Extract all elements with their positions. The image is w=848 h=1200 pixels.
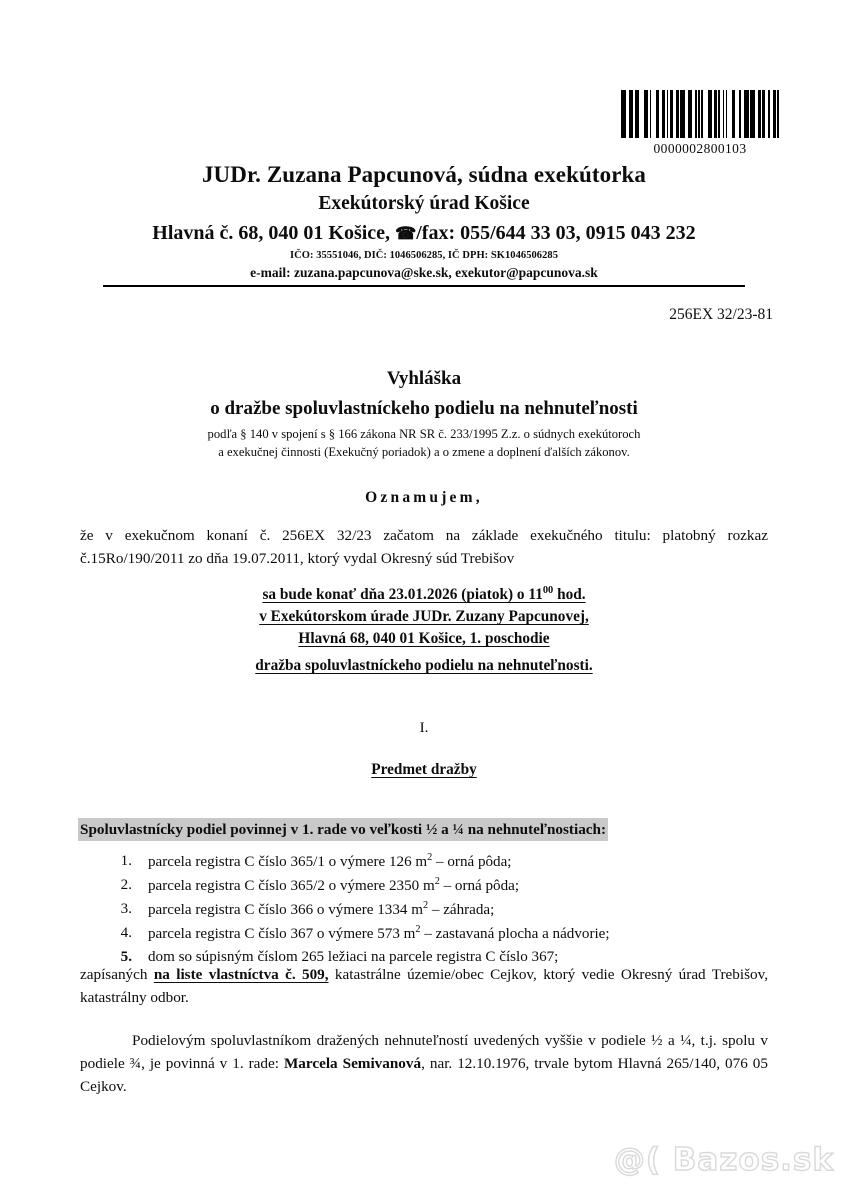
parcel-list-item <box>104 898 764 922</box>
parcel-text: dom so súpisným číslom 265 ležiaci na parcele registra C číslo 367; <box>148 948 559 965</box>
owner-lead: Podielovým spoluvlastníkom dražených nehnuteľností uvedených vyššie v podiele ½ a ¼, t.j. spolu v podiele ¾, je povinná v 1. rade: <box>80 1032 768 1073</box>
legal-basis-line-2: a exekučnej činnosti (Exekučný poriadok) a o zmene a doplnení ďalších zákonov. <box>218 445 630 460</box>
section-roman-numeral: I. <box>419 719 429 736</box>
header-divider <box>103 285 745 287</box>
case-number: 256EX 32/23-81 <box>669 306 773 323</box>
parcel-number: 4. <box>120 924 132 941</box>
parcel-text: parcela registra C číslo 365/2 o výmere 2350 $m^2$ – orná pôda; <box>148 875 520 894</box>
announcement-paragraph: že v exekučnom konaní č. 256EX 32/23 začatom na základe exekučného titulu: platobný rozkaz č.15Ro/190/2011 zo dňa 19.07.2011, ktorý vydal Okresný súd Trebišov <box>80 527 768 568</box>
phone-icon: ☎ <box>395 223 417 243</box>
square-metre-exponent: 2 <box>415 923 421 935</box>
square-metre-exponent: 2 <box>427 852 433 863</box>
parcel-number: 5. <box>120 948 132 965</box>
auction-place-line-1: v Exekútorskom úrade JUDr. Zuzany Papcunovej, <box>259 608 589 626</box>
legal-basis-line-1: podľa § 140 v spojení s § 166 zákona NR SR č. 233/1995 Z.z. o súdnych exekútoroch <box>207 427 641 441</box>
registration-lead: zapísaných <box>80 966 154 983</box>
owner-name: Marcela Semivanová <box>283 1055 422 1073</box>
bazos-watermark: @( Bazos.sk <box>613 1142 834 1178</box>
square-metre-exponent: 2 <box>434 875 440 887</box>
owner-paragraph <box>80 1029 768 1098</box>
barcode <box>620 90 780 157</box>
barcode-number: 0000002800103 <box>653 141 747 156</box>
registration-tail: katastrálne územie/obec Cejkov, ktorý vedie Okresný úrad Trebišov, katastrálny odbor. <box>80 966 768 1007</box>
executor-name: JUDr. Zuzana Papcunová, súdna exekútorka <box>201 162 647 187</box>
auction-subject: dražba spoluvlastníckeho podielu na nehnuteľnosti. <box>255 657 593 674</box>
parcel-number: 3. <box>120 900 132 917</box>
auction-place-line-2: Hlavná 68, 040 01 Košice, 1. poschodie <box>298 630 550 648</box>
page-title: Vyhláška <box>386 368 462 389</box>
parcel-list-item <box>104 922 764 946</box>
auction-datetime <box>262 585 585 604</box>
auction-hour-suffix: hod. <box>553 586 586 604</box>
section-heading-text: Predmet dražby <box>371 761 477 778</box>
letterhead <box>0 160 848 281</box>
parcel-number: 2. <box>120 876 132 893</box>
executor-tax-ids: IČO: 35551046, DIČ: 1046506285, IČ DPH: SK1046506285 <box>289 249 559 261</box>
highlighted-share-heading: Spoluvlastnícky podiel povinnej v 1. rade vo veľkosti ½ a ¼ na nehnuteľnostiach: <box>78 818 608 841</box>
registration-emphasis: na liste vlastníctva č. 509, <box>153 966 329 983</box>
auction-minutes: 00 <box>542 585 554 596</box>
section-heading <box>0 761 848 779</box>
page-subtitle: o dražbe spoluvlastníckeho podielu na nehnuteľnosti <box>210 398 638 419</box>
auction-datetime-block <box>0 585 848 652</box>
owner-tail: , nar. 12.10.1976, trvale bytom Hlavná 265/140, 076 05 Cejkov. <box>80 1055 768 1096</box>
auction-subject-block <box>0 657 848 679</box>
parcel-text: parcela registra C číslo 366 o výmere 1334 $m^2$ – záhrada; <box>148 899 495 918</box>
title-block <box>0 368 848 462</box>
barcode-bar <box>777 90 779 138</box>
executor-office: Exekútorský úrad Košice <box>318 193 530 215</box>
address-suffix: /fax: 055/644 33 03, 0915 043 232 <box>416 221 696 244</box>
barcode-bars <box>621 90 779 138</box>
parcel-list-item <box>104 874 764 898</box>
registration-paragraph <box>80 963 768 1009</box>
parcel-text: parcela registra C číslo 367 o výmere 573 $m^2$ – zastavaná plocha a nádvorie; <box>148 923 610 942</box>
parcel-list-item <box>104 850 764 874</box>
announcement-heading: Oznamujem, <box>365 489 483 506</box>
executor-address <box>0 220 848 247</box>
parcel-text: parcela registra C číslo 365/1 o výmere 126 $m^2$ – orná pôda; <box>148 852 512 871</box>
square-metre-exponent: 2 <box>422 899 429 911</box>
parcel-list <box>104 850 764 969</box>
auction-datetime-text: sa bude konať dňa 23.01.2026 (piatok) o 11 <box>262 586 543 604</box>
executor-email: e-mail: zuzana.papcunova@ske.sk, exekutor@papcunova.sk <box>250 264 598 280</box>
address-prefix: Hlavná č. 68, 040 01 Košice, <box>152 221 396 244</box>
parcel-number: 1. <box>120 853 132 869</box>
